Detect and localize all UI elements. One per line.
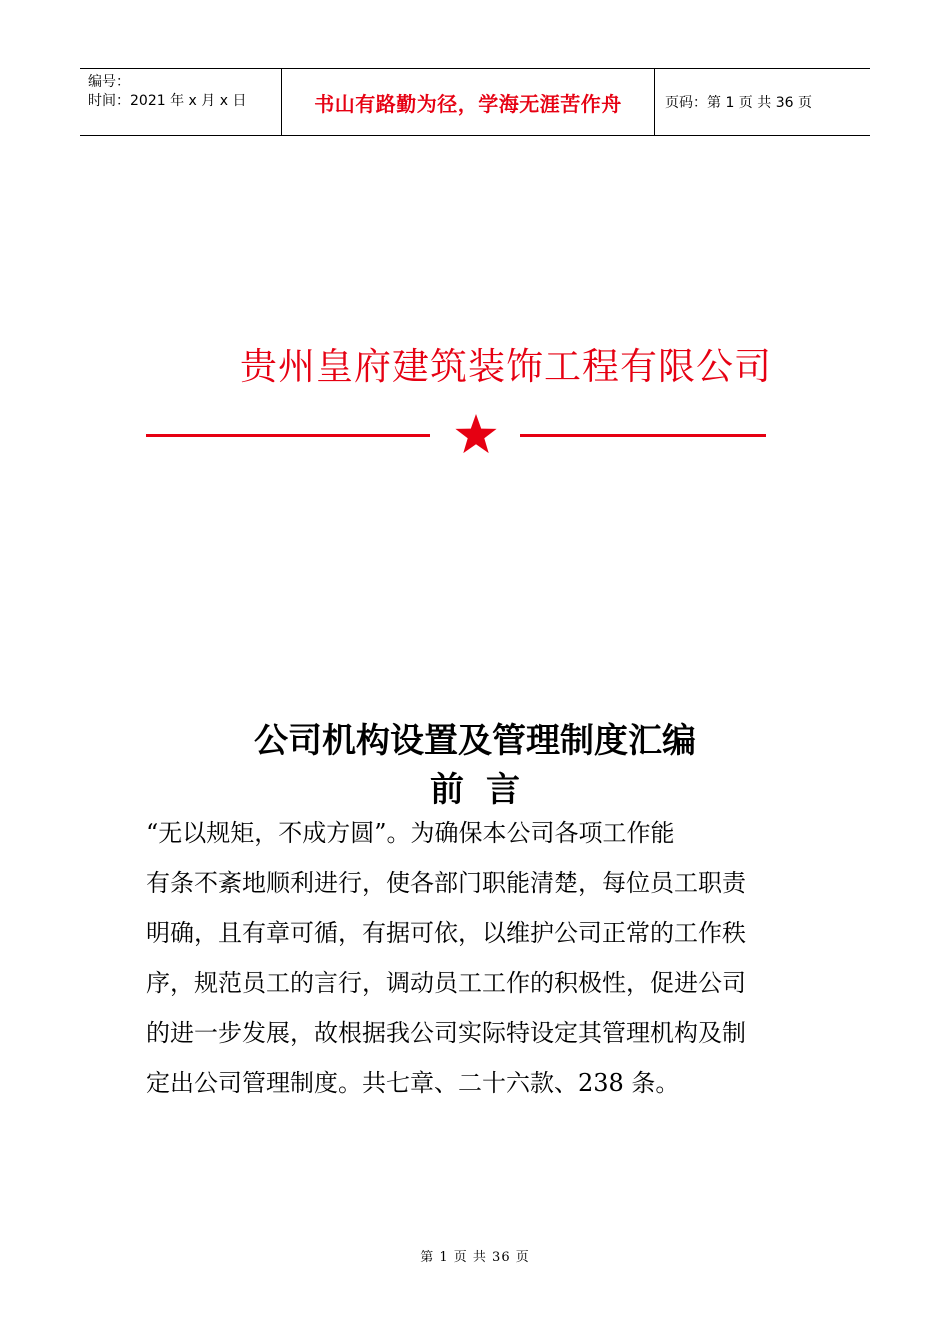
page-footer: 第 1 页 共 36 页: [420, 1250, 530, 1265]
header-page-info: 页码：第 1 页 共 36 页: [665, 95, 812, 111]
divider-line-right: [520, 434, 766, 437]
paragraph-line: “无以规矩，不成方圆”。为确保本公司各项工作能: [146, 819, 675, 847]
document-title: 公司机构设置及管理制度汇编: [254, 721, 696, 761]
serial-number-label: 编号：: [88, 74, 130, 90]
document-header: [80, 68, 870, 136]
star-icon: [454, 412, 498, 456]
title-divider: [146, 412, 766, 458]
preface-heading: 前言: [430, 770, 542, 810]
date-label: 时间：2021 年 x 月 x 日: [88, 93, 247, 109]
paragraph-line: 定出公司管理制度。共七章、二十六款、238 条。: [146, 1069, 680, 1097]
header-meta-cell: [80, 69, 282, 135]
paragraph-line: 的进一步发展，故根据我公司实际特设定其管理机构及制: [146, 1019, 746, 1047]
company-name: 贵州皇府建筑装饰工程有限公司: [240, 345, 772, 388]
preface-paragraph: [146, 808, 796, 1108]
header-motto: 书山有路勤为径，学海无涯苦作舟: [282, 69, 655, 135]
paragraph-line: 有条不紊地顺利进行，使各部门职能清楚，每位员工职责: [146, 869, 746, 897]
paragraph-line: 明确，且有章可循，有据可依，以维护公司正常的工作秩: [146, 919, 746, 947]
paragraph-line: 序，规范员工的言行，调动员工工作的积极性，促进公司: [146, 969, 746, 997]
divider-line-left: [146, 434, 430, 437]
